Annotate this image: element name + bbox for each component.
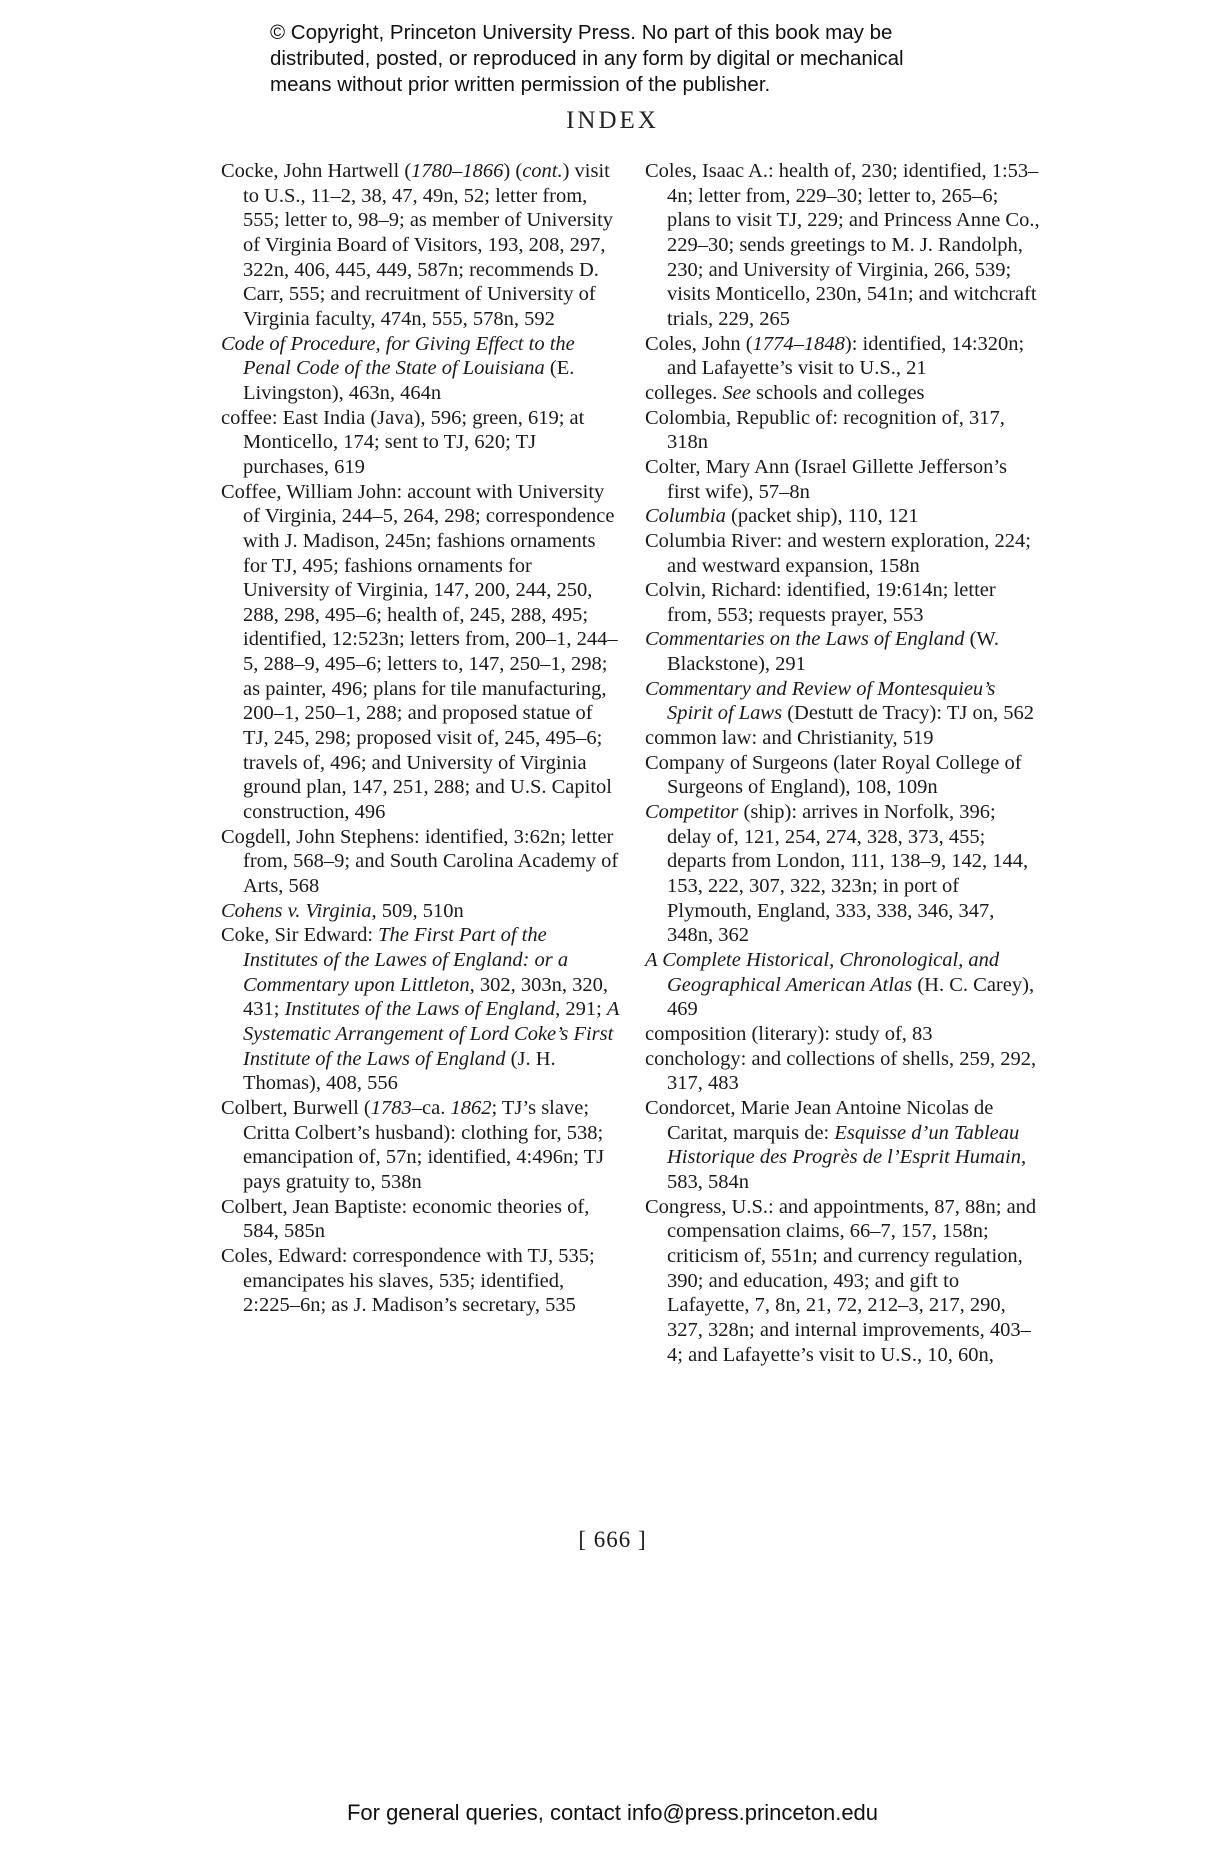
index-entry — [645, 406, 1045, 455]
index-entry — [645, 948, 1045, 1022]
index-entry — [645, 726, 1045, 751]
entry-text: Esquisse d’un Tableau Historique des Progrès de l’Esprit Humain — [667, 1121, 1025, 1169]
entry-text: Code of Procedure, for Giving Effect to the Penal Code of the State of Louisiana — [221, 332, 580, 380]
entry-text: cont. — [522, 160, 563, 182]
entry-text: (ship): arrives in Norfolk, 396; delay of, 121, 254, 274, 328, 373, 455; departs from London, 111, 138–9, 142, 144, 153, 222, 307, 322, 323n; in port of Plymouth, England, 333, 338, 346, 347, 348n, 362 — [667, 801, 1034, 947]
index-entry — [645, 800, 1045, 948]
index-entry — [221, 1096, 621, 1195]
copyright-notice: © Copyright, Princeton University Press. No part of this book may be distributed, posted, or reproduced in any form by digital or mechanical means without prior written permission of the publisher. — [270, 21, 904, 96]
index-entry — [221, 825, 621, 899]
entry-text: Competitor — [645, 801, 739, 824]
index-entry — [645, 1195, 1045, 1368]
entry-text: Coles, John ( — [645, 332, 753, 355]
footer-contact: For general queries, contact info@press.princeton.edu — [346, 1800, 879, 1825]
entry-text: , 291; — [555, 998, 607, 1021]
index-entry — [645, 381, 1045, 406]
entry-text: Company of Surgeons (later Royal College of Surgeons of England), 108, 109n — [645, 751, 1027, 799]
entry-text: Cocke, John Hartwell ( — [221, 160, 412, 182]
entry-text: composition (literary): study of, 83 — [645, 1022, 933, 1045]
entry-text: common law: and Christianity, 519 — [645, 727, 934, 750]
index-entry — [221, 899, 621, 924]
entry-text: Colbert, Jean Baptiste: economic theories of, 584, 585n — [221, 1195, 595, 1243]
entry-text: Cogdell, John Stephens: identified, 3:62n; letter from, 568–9; and South Carolina Academy of Arts, 568 — [221, 825, 623, 898]
entry-text: –ca. — [411, 1096, 451, 1119]
index-entry — [645, 332, 1045, 381]
index-entry — [645, 1022, 1045, 1047]
index-entry — [645, 529, 1045, 578]
index-entry — [221, 332, 621, 406]
entry-text: (packet ship), 110, 121 — [725, 505, 919, 528]
index-entry — [645, 627, 1045, 676]
entry-text: Coke, Sir Edward: — [221, 924, 379, 947]
entry-text: (J. H. Thomas), 408, 556 — [243, 1047, 561, 1095]
index-entry — [221, 480, 621, 825]
entry-text: 1774–1848 — [752, 332, 845, 355]
entry-text: , 509, 510n — [371, 899, 464, 922]
entry-text: Coffee, William John: account with University of Virginia, 244–5, 264, 298; correspondence with J. Madison, 245n; fashions ornaments for TJ, 495; fashions ornaments for University of Virginia, 147, 200, 244, 250, 288, 298, 495–6; health of, 245, 288, 495; identified, 12:523n; letters from, 200–1, 244–5, 288–9, 495–6; letters to, 147, 250–1, 298; as painter, 496; plans for tile manufacturing, 200–1, 250–1, 288; and proposed statue of TJ, 245, 298; proposed visit of, 245, 495–6; travels of, 496; and University of Virginia ground plan, 147, 251, 288; and U.S. Capitol construction, 496 — [221, 480, 620, 824]
entry-text: 1780–1866 — [411, 160, 504, 182]
entry-text: Condorcet, Marie Jean Antoine Nicolas de Caritat, marquis de: — [645, 1096, 999, 1144]
page-title: INDEX — [566, 107, 659, 134]
entry-text: (W. Blackstone), 291 — [667, 628, 1005, 676]
index-column-left — [221, 159, 625, 1318]
index-entry — [221, 406, 621, 480]
entry-text: Columbia River: and western exploration, 224; and westward expansion, 158n — [645, 529, 1037, 577]
entry-text: 1862 — [450, 1096, 492, 1119]
entry-text: The First Part of the Institutes of the Lawes of England: or a Commentary upon Littleton — [243, 924, 574, 996]
index-entry — [221, 1195, 621, 1244]
entry-text: Commentaries on the Laws of England — [645, 628, 965, 651]
index-entry — [645, 677, 1045, 726]
index-entry — [645, 1047, 1045, 1096]
entry-text: Cohens v. Virginia — [221, 899, 372, 922]
entry-text: (H. C. Carey), 469 — [667, 973, 1040, 1021]
entry-text: conchology: and collections of shells, 259, 292, 317, 483 — [645, 1047, 1042, 1095]
entry-text: Colter, Mary Ann (Israel Gillette Jefferson’s first wife), 57–8n — [645, 455, 1013, 503]
index-entry — [221, 923, 625, 1096]
entry-text: Coles, Edward: correspondence with TJ, 535; emancipates his slaves, 535; identified, 2:225–6n; as J. Madison’s secretary, 535 — [221, 1244, 600, 1317]
index-entry — [221, 159, 621, 332]
entry-text: (E. Livingston), 463n, 464n — [243, 357, 580, 404]
entry-text: coffee: East India (Java), 596; green, 619; at Monticello, 174; sent to TJ, 620; TJ purchases, 619 — [221, 406, 590, 478]
entry-text: Colombia, Republic of: recognition of, 317, 318n — [645, 406, 1010, 454]
index-entry — [645, 455, 1045, 504]
entry-text: colleges. — [645, 381, 723, 404]
entry-text: Coles, Isaac A.: health of, 230; identified, 1:53–4n; letter from, 229–30; letter to, 265–6; plans to visit TJ, 229; and Princess Anne Co., 229–30; sends greetings to M. J. Randolph, 230; and University of Virginia, 266, 539; visits Monticello, 230n, 541n; and witchcraft trials, 229, 265 — [645, 160, 1045, 330]
index-entry — [645, 504, 1045, 529]
page-number: [ 666 ] — [578, 1527, 647, 1552]
entry-text: schools and colleges — [750, 381, 925, 404]
entry-text: ; TJ’s slave; Critta Colbert’s husband): clothing for, 538; emancipation of, 57n; identified, 4:496n; TJ pays gratuity to, 538n — [243, 1096, 610, 1193]
entry-text: (Destutt de Tracy): TJ on, 562 — [782, 702, 1034, 725]
entry-text: , 302, 303n, 320, 431; — [243, 973, 614, 1021]
entry-text: A Complete Historical, Chronological, and Geographical American Atlas — [645, 949, 1005, 996]
entry-text: Colbert, Burwell ( — [221, 1096, 371, 1119]
entry-text: ) ( — [503, 160, 523, 182]
index-column-right — [645, 159, 1045, 1367]
entry-text: Institutes of the Laws of England — [284, 998, 556, 1021]
entry-text: , 583, 584n — [667, 1146, 1032, 1193]
index-entry — [645, 159, 1045, 332]
index-entry — [645, 1096, 1045, 1195]
index-entry — [221, 1244, 621, 1318]
entry-text: Colvin, Richard: identified, 19:614n; letter from, 553; requests prayer, 553 — [645, 579, 1001, 626]
entry-text: Congress, U.S.: and appointments, 87, 88n; and compensation claims, 66–7, 157, 158n; criticism of, 551n; and currency regulation, 390; and education, 493; and gift to Lafayette, 7, 8n, 21, 72, 212–3, 217, 290, 327, 328n; and internal improvements, 403–4; and Lafayette’s visit to U.S., 10, 60n, — [645, 1195, 1042, 1366]
entry-text: See — [722, 381, 751, 404]
entry-text: ): identified, 14:320n; and Lafayette’s visit to U.S., 21 — [667, 332, 1030, 380]
index-entry — [645, 751, 1045, 800]
entry-text: ) visit to U.S., 11–2, 38, 47, 49n, 52; letter from, 555; letter to, 98–9; as member of University of Virginia Board of Visitors, 193, 208, 297, 322n, 406, 445, 449, 587n; recommends D. Carr, 555; and recruitment of University of Virginia faculty, 474n, 555, 578n, 592 — [243, 160, 619, 330]
entry-text: Commentary and Review of Montesquieu’s Spirit of Laws — [645, 677, 1001, 725]
index-entry — [645, 578, 1045, 627]
entry-text: Columbia — [645, 505, 726, 528]
entry-text: A Systematic Arrangement of Lord Coke’s First Institute of the Laws of England — [243, 998, 625, 1070]
entry-text: 1783 — [370, 1096, 412, 1119]
